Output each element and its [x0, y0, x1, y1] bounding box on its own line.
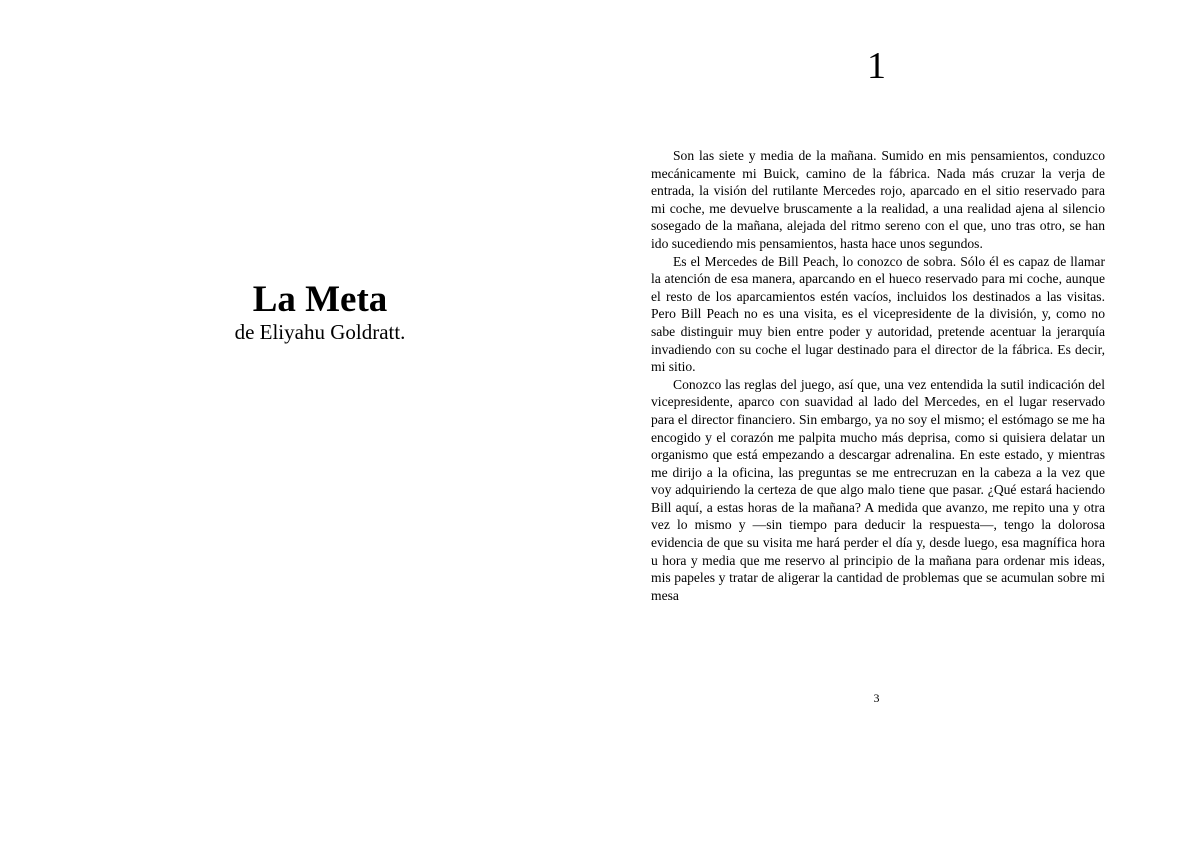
book-title: La Meta: [252, 279, 388, 320]
book-author: de Eliyahu Goldratt.: [234, 320, 406, 344]
right-page: [600, 0, 1200, 848]
paragraph: Son las siete y media de la mañana. Sumido en mis pensamientos, conduzco mecánicamente mi Buick, camino de la fábrica. Nada más cruzar la verja de entrada, la visión del rutilante Mercedes rojo, aparcado en el sitio reservado para mi coche, me devuelve bruscamente a la realidad, a una realidad ajena al silencio sosegado de la mañana, alejada del ritmo sereno con el que, uno tras otro, se han ido sucediendo mis pensamientos, hasta hace unos segundos.: [651, 148, 1105, 251]
title-block: [120, 280, 520, 344]
paragraph: Conozco las reglas del juego, así que, una vez entendida la sutil indicación del vicepresidente, aparco con suavidad al lado del Mercedes, en el lugar reservado para el director financiero. Sin embargo, ya no soy el mismo; el estómago se me ha encogido y el corazón me palpita mucho más deprisa, como si quisiera delatar un organismo que está empezando a descargar adrenalina. En este estado, y mientras me dirijo a la oficina, las preguntas se me entrecruzan en la cabeza a la vez que voy adquiriendo la certeza de que algo malo tiene que pasar. ¿Qué estará haciendo Bill aquí, a estas horas de la mañana? A medida que avanzo, me repito una y otra vez lo mismo y —sin tiempo para deducir la respuesta—, tengo la dolorosa evidencia de que su visita me hará perder el día y, desde luego, esa magnífica hora u hora y media que me reservo al principio de la mañana para ordenar mis ideas, mis papeles y tratar de aligerar la cantidad de problemas que se acumulan sobre mi mesa: [651, 376, 1105, 603]
chapter-body-text: [651, 147, 1105, 604]
page-number: 3: [873, 691, 880, 705]
paragraph: Es el Mercedes de Bill Peach, lo conozco de sobra. Sólo él es capaz de llamar la atención de esa manera, aparcando en el hueco reservado para mi coche, aunque el resto de los aparcamientos estén vacíos, incluidos los destinados a las visitas. Pero Bill Peach no es una visita, es el vicepresidente de la división, y, como no sabe distinguir muy bien entre poder y autoridad, pretende acentuar la jerarquía invadiendo con su coche el lugar destinado para el director de la fábrica. Es decir, mi sitio.: [651, 253, 1105, 375]
chapter-number: 1: [867, 45, 886, 87]
